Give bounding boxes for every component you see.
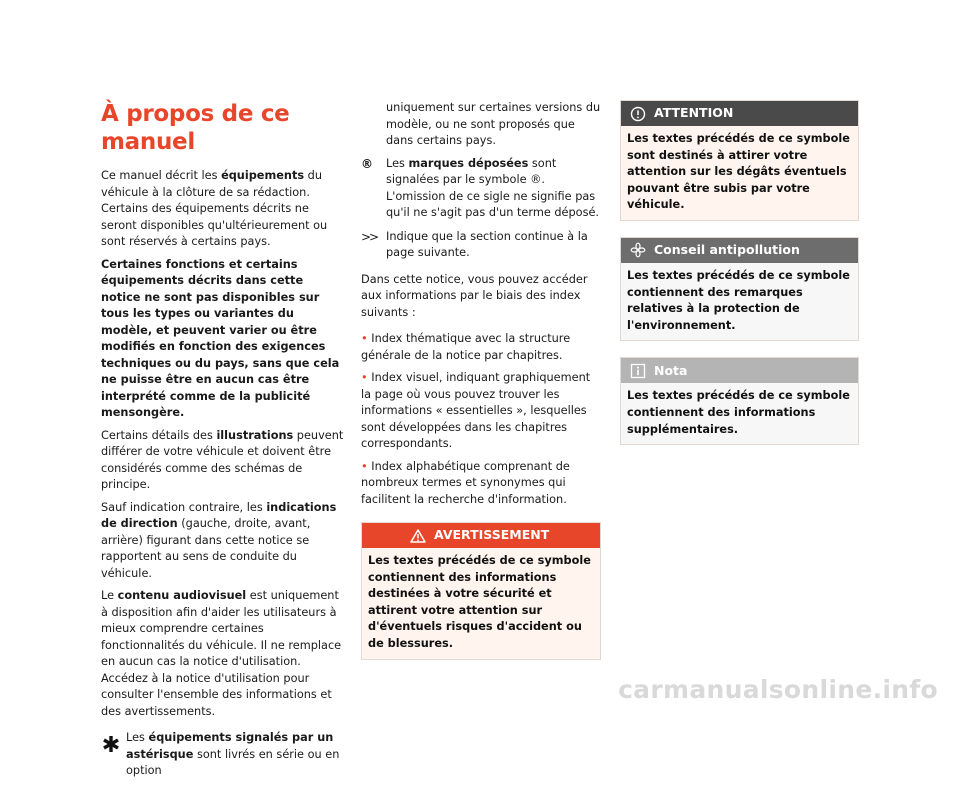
intro-paragraph: Ce manuel décrit les équipements du véhicule à la clôture de sa rédaction. Certains des équipements décrits ne seront disponibles qu'ultérieurement ou sont réservés à certains pays.	[101, 169, 328, 248]
leaf-flower-icon	[630, 242, 646, 258]
info-icon	[630, 363, 646, 379]
exclamation-circle-icon	[630, 106, 646, 122]
continued-text: uniquement sur certaines versions du modèle, ou ne sont proposés que dans certains pays.	[386, 101, 601, 147]
list-item: • Index thématique avec la structure générale de la notice par chapitres.	[361, 332, 571, 362]
illustrations-paragraph: Certains détails des illustrations peuvent différer de votre véhicule et doivent être considérés comme des schémas de principe.	[101, 428, 344, 491]
list-item: • Index visuel, indiquant graphiquement la page où vous pouvez trouver les informations « essentielles », lesquelles sont développées dans les chapitres correspondants.	[361, 371, 591, 450]
disclaimer-paragraph: Certaines fonctions et certains équipements décrits dans cette notice ne sont pas disponibles sur tous les types ou variantes du modèle, et peuvent varier ou être modifiés en fonction des exigences techniques ou du pays, sans que cela ne puisse être en aucun cas être interprété comme de la publicité mensongère.	[101, 257, 340, 419]
registered-item: ® Les marques déposées sont signalées par le symbole ®. L'omission de ce sigle ne signifie pas qu'il ne s'agit pas d'un terme déposé.	[361, 156, 600, 219]
note-text: Les textes précédés de ce symbole contiennent des informations supplémentaires.	[621, 383, 858, 444]
continues-item: >> Indique que la section continue à la page suivante.	[361, 229, 588, 259]
warning-triangle-icon	[410, 528, 426, 544]
warning-text: Les textes précédés de ce symbole contiennent des informations destinées à votre sécurité et attirent votre attention sur d'éventuels risques d'accident ou de blessures.	[362, 548, 600, 659]
asterisk-icon	[101, 734, 121, 754]
list-item: • Index alphabétique comprenant de nombreux termes et synonymes qui facilitent la recherche d'information.	[361, 459, 570, 506]
directions-paragraph: Sauf indication contraire, les indications de direction (gauche, droite, avant, arrière) figurant dans cette notice se rapportent au sens de conduite du véhicule.	[101, 500, 337, 580]
asterisk-item: Les équipements signalés par un astérisque sont livrés en série ou en option	[101, 730, 344, 780]
warning-box	[361, 522, 601, 660]
attention-box	[620, 100, 859, 221]
environment-text: Les textes précédés de ce symbole contiennent des remarques relatives à la protection de l'environnement.	[621, 263, 858, 340]
column-right	[620, 100, 859, 461]
double-chevron-icon: >>	[361, 229, 378, 244]
warning-title: AVERTISSEMENT	[434, 527, 550, 543]
note-box	[620, 357, 859, 445]
attention-text: Les textes précédés de ce symbole sont destinés à attirer votre attention sur les dégâts éventuels pouvant être subis par votre véhicule.	[621, 126, 858, 220]
column-middle	[361, 100, 601, 676]
registered-icon: ®	[361, 156, 373, 171]
column-left	[101, 100, 344, 787]
environment-box	[620, 237, 859, 341]
environment-title: Conseil antipollution	[654, 242, 800, 258]
attention-header	[621, 101, 858, 126]
warning-header	[362, 523, 600, 548]
index-intro: Dans cette notice, vous pouvez accéder aux informations par le biais des index suivants :	[361, 272, 588, 319]
audiovisual-paragraph: Le contenu audiovisuel est uniquement à disposition afin d'aider les utilisateurs à mieux comprendre certaines fonctionnalités du véhicule. Il ne remplace en aucun cas la notice d'utilisation. Accédez à la notice d'utilisation pour consulter l'ensemble des informations et des avertissements.	[101, 589, 342, 718]
page-title: À propos de ce manuel	[101, 101, 290, 155]
attention-title: ATTENTION	[654, 105, 734, 121]
watermark: carmanualsonline.info	[618, 675, 938, 704]
note-title: Nota	[654, 362, 688, 378]
environment-header	[621, 238, 858, 263]
note-header	[621, 358, 858, 383]
